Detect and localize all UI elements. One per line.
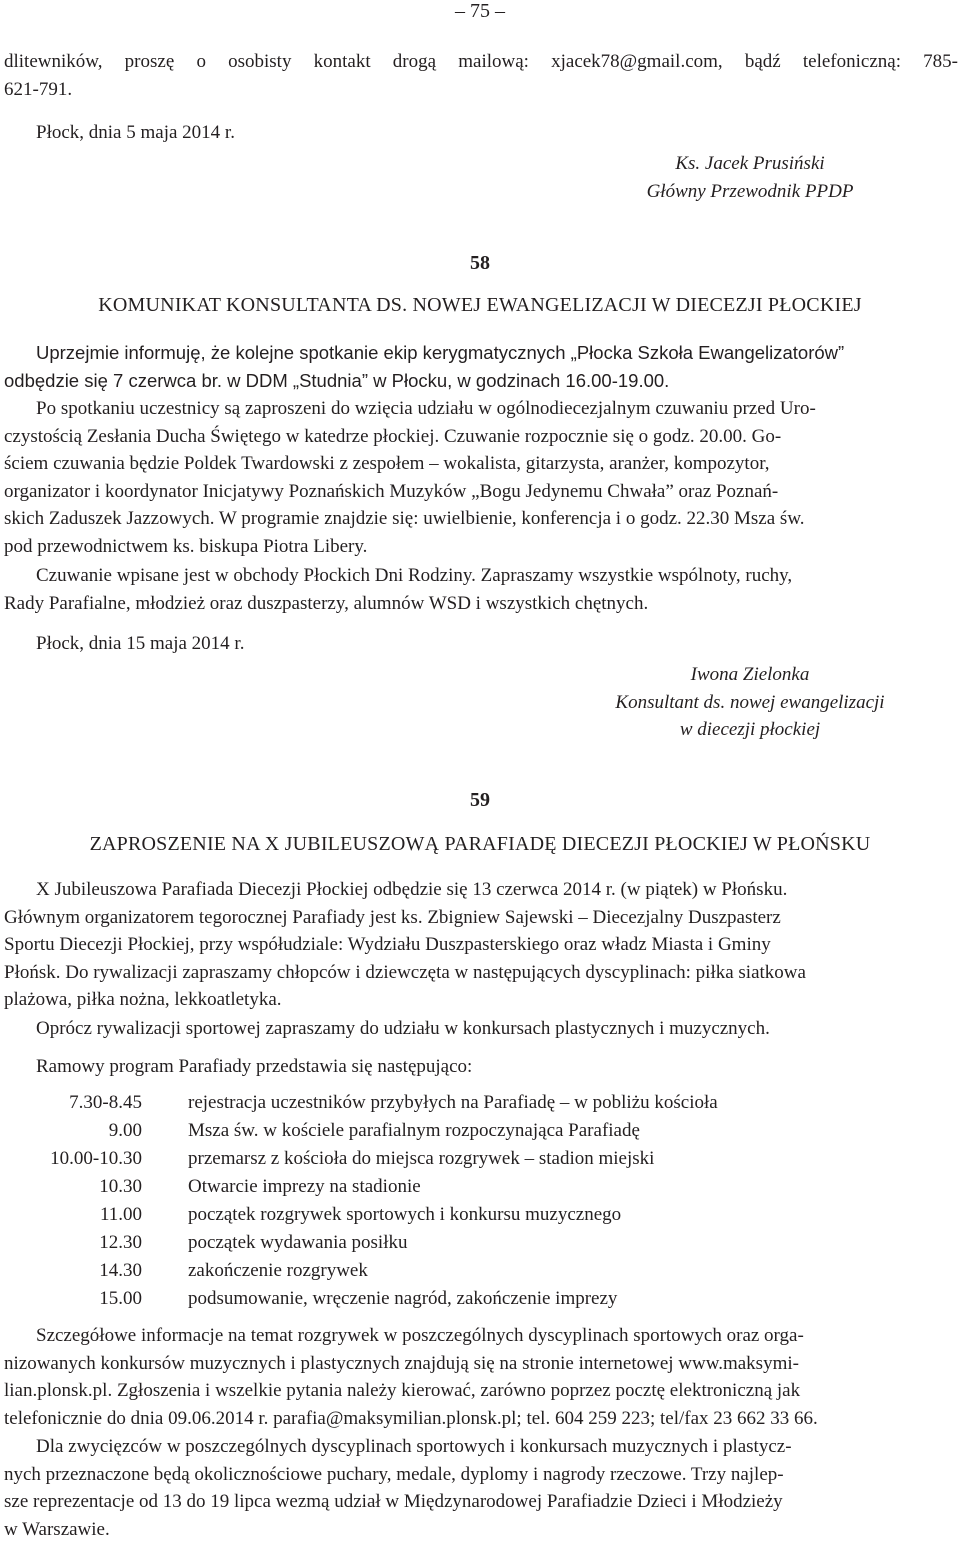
text-line: skich Zaduszek Jazzowych. W programie znajdzie się: uwielbienie, konferencja i o godz. 22.30 Msza św. xyxy=(4,505,958,533)
text-line: w Warszawie. xyxy=(4,1516,958,1543)
schedule-row xyxy=(4,1229,904,1257)
section-59-paragraph-4 xyxy=(4,1433,958,1543)
schedule-row xyxy=(4,1145,904,1173)
text-line: Dla zwycięzców w poszczególnych dyscyplinach sportowych i konkursach muzycznych i plastycz- xyxy=(4,1433,958,1461)
text-line: Po spotkaniu uczestnicy są zaproszeni do wzięcia udziału w ogólnodiecezjalnym czuwaniu przed Uro- xyxy=(4,395,958,423)
signature-name: Iwona Zielonka xyxy=(570,661,930,689)
section-59-paragraph-1 xyxy=(4,876,958,1014)
schedule-description: przemarsz z kościoła do miejsca rozgrywek – stadion miejski xyxy=(142,1145,904,1173)
text-line: Głównym organizatorem tegorocznej Parafiady jest ks. Zbigniew Sajewski – Diecezjalny Duszpasterz xyxy=(4,904,958,932)
schedule-row xyxy=(4,1173,904,1201)
section-59-number: 59 xyxy=(0,787,960,815)
schedule-row xyxy=(4,1257,904,1285)
text-line: Czuwanie wpisane jest w obchody Płockich Dni Rodziny. Zapraszamy wszystkie wspólnoty, ruchy, xyxy=(4,562,958,590)
text-line: Szczegółowe informacje na temat rozgrywek w poszczególnych dyscyplinach sportowych oraz orga- xyxy=(4,1322,958,1350)
text-line: ściem czuwania będzie Poldek Twardowski z zespołem – wokalista, gitarzysta, aranżer, kompozytor, xyxy=(4,450,958,478)
section-57-date: Płock, dnia 5 maja 2014 r. xyxy=(36,119,235,147)
schedule-time: 9.00 xyxy=(4,1117,142,1145)
text-line: sze reprezentacje od 13 do 19 lipca wezmą udział w Międzynarodowej Parafiadzie Dzieci i Młodzieży xyxy=(4,1488,958,1516)
text-line: Oprócz rywalizacji sportowej zapraszamy do udziału w konkursach plastycznych i muzycznych. xyxy=(4,1015,958,1043)
schedule-description: początek wydawania posiłku xyxy=(142,1229,904,1257)
text-line: plażowa, piłka nożna, lekkoatletyka. xyxy=(4,986,958,1014)
schedule-row xyxy=(4,1117,904,1145)
text-line: pod przewodnictwem ks. biskupa Piotra Libery. xyxy=(4,533,958,561)
schedule-time: 11.00 xyxy=(4,1201,142,1229)
section-58-signature xyxy=(570,661,930,744)
signature-role: Główny Przewodnik PPDP xyxy=(600,178,900,206)
section-58-paragraph-2 xyxy=(4,395,958,560)
section-58-paragraph-3 xyxy=(4,562,958,617)
page-number: – 75 – xyxy=(0,0,960,26)
text-line: Uprzejmie informuję, że kolejne spotkanie ekip kerygmatycznych „Płocka Szkoła Ewangelizatorów” xyxy=(4,339,958,367)
schedule-row xyxy=(4,1285,904,1313)
text-line: Sportu Diecezji Płockiej, przy współudziale: Wydziału Duszpasterskiego oraz władz Miasta i Gminy xyxy=(4,931,958,959)
text-line: czystością Zesłania Ducha Świętego w katedrze płockiej. Czuwanie rozpocznie się o godz. 20.00. Go- xyxy=(4,423,958,451)
schedule-description: rejestracja uczestników przybyłych na Parafiadę – w pobliżu kościoła xyxy=(142,1089,904,1117)
signature-diocese: w diecezji płockiej xyxy=(570,716,930,744)
schedule-row xyxy=(4,1089,904,1117)
text-line: X Jubileuszowa Parafiada Diecezji Płockiej odbędzie się 13 czerwca 2014 r. (w piątek) w Płońsku. xyxy=(4,876,958,904)
schedule-time: 10.30 xyxy=(4,1173,142,1201)
text-line: nizowanych konkursów muzycznych i plastycznych znajdują się na stronie internetowej www.maksymi- xyxy=(4,1350,958,1378)
text-line: organizator i koordynator Inicjatywy Poznańskich Muzyków „Bogu Jedynemu Chwała” oraz Poznań- xyxy=(4,478,958,506)
schedule-table xyxy=(4,1089,904,1313)
schedule-description: zakończenie rozgrywek xyxy=(142,1257,904,1285)
schedule-time: 14.30 xyxy=(4,1257,142,1285)
schedule-intro xyxy=(4,1053,958,1081)
section-58-paragraph-1 xyxy=(4,339,958,394)
section-59-paragraph-2 xyxy=(4,1015,958,1043)
schedule-time: 7.30-8.45 xyxy=(4,1089,142,1117)
schedule-description: początek rozgrywek sportowych i konkursu muzycznego xyxy=(142,1201,904,1229)
text-line: lian.plonsk.pl. Zgłoszenia i wszelkie pytania należy kierować, zarówno poprzez pocztę elektroniczną jak xyxy=(4,1377,958,1405)
text-line: Rady Parafialne, młodzież oraz duszpasterzy, alumnów WSD i wszystkich chętnych. xyxy=(4,590,958,618)
text-line: nych przeznaczone będą okolicznościowe puchary, medale, dyplomy i nagrody rzeczowe. Trzy najlep- xyxy=(4,1461,958,1489)
section-58-date: Płock, dnia 15 maja 2014 r. xyxy=(36,630,244,658)
signature-name: Ks. Jacek Prusiński xyxy=(600,150,900,178)
text-line: dlitewników, proszę o osobisty kontakt drogą mailową: xjacek78@gmail.com, bądź telefoniczną: 785- xyxy=(4,48,958,76)
schedule-time: 10.00-10.30 xyxy=(4,1145,142,1173)
schedule-row xyxy=(4,1201,904,1229)
schedule-description: podsumowanie, wręczenie nagród, zakończenie imprezy xyxy=(142,1285,904,1313)
section-57-signature xyxy=(600,150,900,205)
schedule-time: 12.30 xyxy=(4,1229,142,1257)
schedule-description: Msza św. w kościele parafialnym rozpoczynająca Parafiadę xyxy=(142,1117,904,1145)
section-58-title: KOMUNIKAT KONSULTANTA DS. NOWEJ EWANGELIZACJI W DIECEZJI PŁOCKIEJ xyxy=(0,292,960,320)
text-line: 621-791. xyxy=(4,76,958,104)
schedule-time: 15.00 xyxy=(4,1285,142,1313)
schedule-description: Otwarcie imprezy na stadionie xyxy=(142,1173,904,1201)
text-line: odbędzie się 7 czerwca br. w DDM „Studnia” w Płocku, w godzinach 16.00-19.00. xyxy=(4,367,958,395)
text-line: telefonicznie do dnia 09.06.2014 r. parafia@maksymilian.plonsk.pl; tel. 604 259 223; tel/fax 23 662 33 66. xyxy=(4,1405,958,1433)
text-line: Płońsk. Do rywalizacji zapraszamy chłopców i dziewczęta w następujących dyscyplinach: piłka siatkowa xyxy=(4,959,958,987)
section-58-number: 58 xyxy=(0,250,960,278)
text-line: Ramowy program Parafiady przedstawia się następująco: xyxy=(4,1053,958,1081)
section-57-continuation xyxy=(4,48,958,103)
section-59-title: ZAPROSZENIE NA X JUBILEUSZOWĄ PARAFIADĘ DIECEZJI PŁOCKIEJ W PŁOŃSKU xyxy=(0,831,960,859)
signature-role: Konsultant ds. nowej ewangelizacji xyxy=(570,689,930,717)
section-59-paragraph-3 xyxy=(4,1322,958,1432)
